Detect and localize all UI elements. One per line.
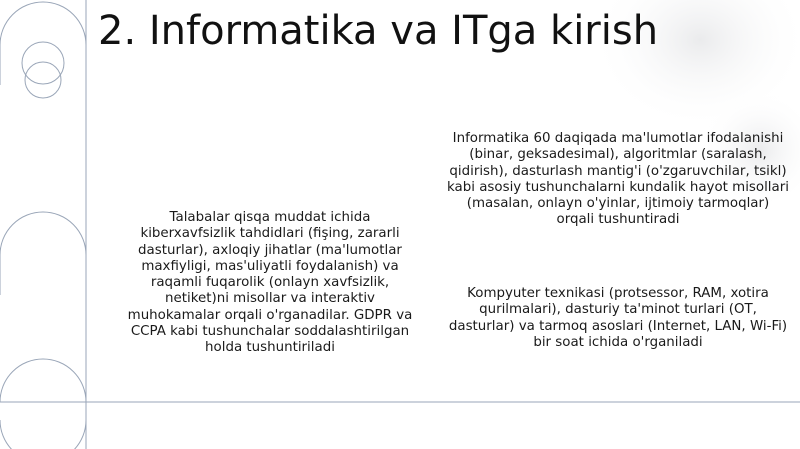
middle-arch (0, 212, 86, 295)
top-arch (0, 2, 86, 85)
bottom-arc (0, 359, 86, 402)
text-block-right-top: Informatika 60 daqiqada ma'lumotlar ifodalanishi (binar, geksadesimal), algoritmlar (saralash, qidirish), dasturlash mantig'i (o'zgaruvchilar, tsikl) kabi asosiy tushunchalarni kundalik hayot misollari (masalan, onlayn o'yinlar, ijtimoiy tarmoqlar) orqali tushuntiradi (447, 131, 789, 228)
bottom-lower-arc (0, 420, 86, 449)
text-block-left: Talabalar qisqa muddat ichida kiberxavfsizlik tahdidlari (fişing, zararli dasturlar), axloqiy jihatlar (ma'lumotlar maxfiyligi, mas'uliyatli foydalanish) va raqamli fuqarolik (onlayn xavfsizlik, netiket)ni misollar va interaktiv muhokamalar orqali o'rganadilar. GDPR va CCPA kabi tushunchalar soddalashtirilgan holda tushuntiriladi (127, 210, 413, 356)
top-circle (22, 42, 64, 84)
page-title: 2. Informatika va ITga kirish (98, 8, 659, 54)
text-block-right-bottom: Kompyuter texnikasi (protsessor, RAM, xotira qurilmalari), dasturiy ta'minot turlari (OT, dasturlar) va tarmoq asoslari (Internet, LAN, Wi-Fi) bir soat ichida o'rganiladi (448, 286, 788, 350)
